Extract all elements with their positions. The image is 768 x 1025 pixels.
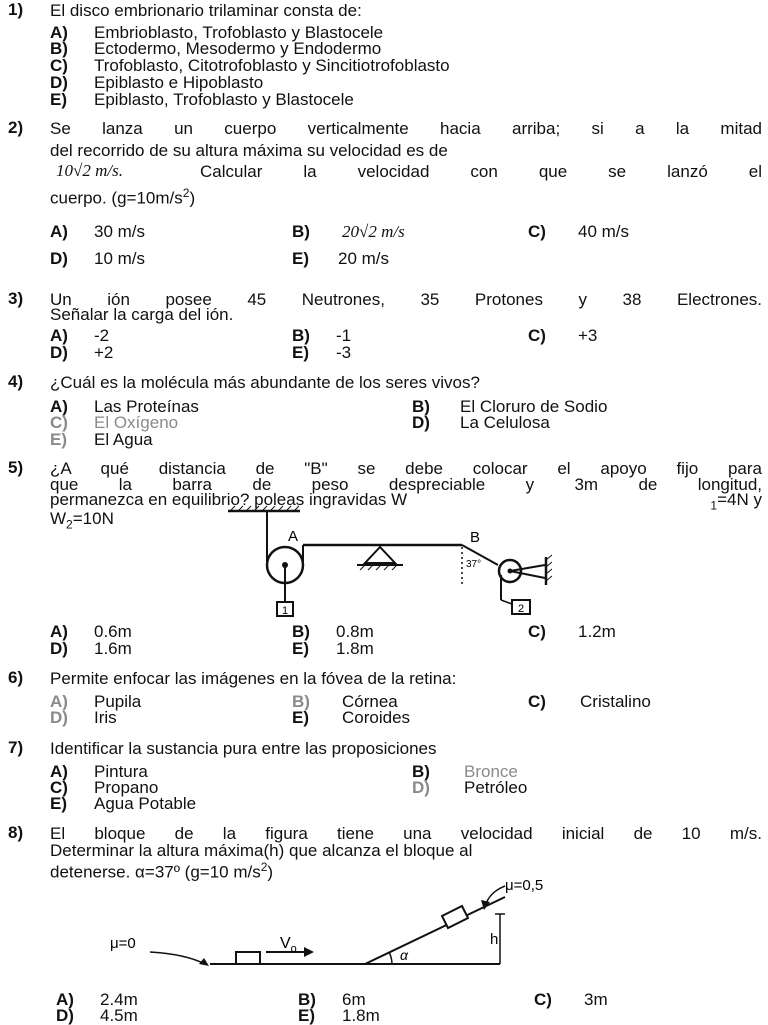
option-e[interactable]: E) 1.8m [298,1006,380,1025]
question-number: 3) [8,289,24,308]
option-b[interactable]: B) Ectodermo, Mesodermo y Endodermo [50,39,382,58]
rope [501,600,512,604]
height-label: h [490,931,499,948]
option-b[interactable]: B) Bronce [412,762,518,781]
option-b[interactable]: B) 6m [298,990,366,1009]
lever-pulley-diagram [220,505,560,625]
option-e[interactable]: E) -3 [292,343,352,362]
question-stem: ¿Cuál es la molécula más abundante de los seres vivos? [50,373,480,392]
question-number: 6) [8,668,24,687]
option-b[interactable]: B) Córnea [292,692,398,711]
option-a[interactable]: A) Pupila [50,692,142,711]
question-stem: El disco embrionario trilaminar consta de: [50,1,362,20]
option-c[interactable]: C) 40 m/s [528,222,630,241]
option-d[interactable]: D) 10 m/s [50,249,146,268]
option-b[interactable]: B) 20√2 m/s [292,222,405,241]
arrow-head [304,947,314,957]
question-stem: Permite enfocar las imágenes en la fóvea de la retina: [50,669,457,688]
option-a[interactable]: A) 2.4m [56,990,138,1009]
option-d[interactable]: D) Epiblasto e Hipoblasto [50,73,264,92]
option-c[interactable]: C) Cristalino [528,692,651,711]
option-b[interactable]: B) 0.8m [292,622,374,641]
question-stem-line-3: Calcular la velocidad con que se lanzó el [200,162,762,181]
question-stem-line-2: Señalar la carga del ión. [50,305,234,324]
option-c[interactable]: C) El Oxígeno [50,413,179,432]
option-a[interactable]: A) Embrioblasto, Trofoblasto y Blastocele [50,23,384,42]
block-1-label: 1 [281,605,289,617]
option-c[interactable]: C) +3 [528,326,598,345]
option-d[interactable]: D) 4.5m [56,1006,138,1025]
option-c[interactable]: C) Propano [50,778,159,797]
option-b[interactable]: B) El Cloruro de Sodio [412,397,608,416]
question-stem-line-4: cuerpo. $(g=10m/s^2)$ [50,186,196,208]
question-number: 1) [8,0,24,19]
option-b[interactable]: B) -1 [292,326,352,345]
question-stem-line-1: Se lanza un cuerpo verticalmente hacia arriba; si a la mitad [50,119,762,138]
question-stem-line-1: ¿A qué distancia de "B" se debe colocar el apoyo fijo para [50,459,762,478]
option-d[interactable]: D) 1.6m [50,639,132,658]
mu-incline-label: μ=0,5 [505,877,544,894]
option-a[interactable]: A) -2 [50,326,110,345]
option-c[interactable]: C) Trofoblasto, Citotrofoblasto y Sincitiotrofoblasto [50,56,450,75]
option-c[interactable]: C) 1.2m [528,622,616,641]
option-a[interactable]: A) 0.6m [50,622,132,641]
question-stem-line-4: $W_2=10N$ [50,509,114,532]
block-on-floor [236,952,260,964]
question-number: 2) [8,118,24,137]
option-a[interactable]: A) Pintura [50,762,148,781]
question-stem: Identificar la sustancia pura entre las proposiciones [50,739,437,758]
option-a[interactable]: A) Las Proteínas [50,397,199,416]
option-e[interactable]: E) 1.8m [292,639,374,658]
pointer-arrow [150,952,205,964]
option-e[interactable]: E) Epiblasto, Trofoblasto y Blastocele [50,90,354,109]
label-b: B [470,529,481,546]
option-e[interactable]: E) Agua Potable [50,794,197,813]
option-d[interactable]: D) +2 [50,343,114,362]
option-e[interactable]: E) 20 m/s [292,249,390,268]
option-d[interactable]: D) Iris [50,708,117,727]
angle-label: 37° [466,559,482,570]
fixed-support [365,547,395,563]
option-e[interactable]: E) Coroides [292,708,411,727]
angle-label: α [400,947,408,963]
question-stem-line-3: detenerse. α=37º (g=10 $m/s^2$) [50,860,274,882]
label-a: A [288,528,299,545]
question-stem-line-1: Un ión posee 45 Neutrones, 35 Protones y 38 Electrones. [50,290,762,309]
question-number: 4) [8,372,24,391]
mu-floor-label: μ=0 [110,935,136,952]
question-stem-line-1: El bloque de la figura tiene una velocidad inicial de 10 m/s. [50,824,762,843]
option-c[interactable]: C) 3m [534,990,608,1009]
angle-arc [389,952,392,964]
velocity-label: $V_o$ [280,935,297,955]
question-number: 5) [8,458,24,477]
question-stem-line-2: que la barra de peso despreciable y 3m de longitud, [50,475,762,494]
block-2-label: 2 [517,603,525,615]
speed-value: 10√2 m/s. [56,161,123,180]
question-stem-line-2: Determinar la altura máxima(h) que alcanza el bloque al [50,841,473,860]
question-stem-line-3: permanezca en equilibrio? poleas ingravidas W $_1$=4N y [50,490,762,513]
question-stem-line-2: del recorrido de su altura máxima su velocidad es de [50,141,448,160]
option-a[interactable]: A) 30 m/s [50,222,146,241]
block-on-incline [442,906,468,928]
option-d[interactable]: D) La Celulosa [412,413,550,432]
option-d[interactable]: D) Petróleo [412,778,528,797]
incline-diagram [100,872,620,982]
question-number: 8) [8,823,24,842]
question-number: 7) [8,738,24,757]
option-e[interactable]: E) El Agua [50,430,153,449]
